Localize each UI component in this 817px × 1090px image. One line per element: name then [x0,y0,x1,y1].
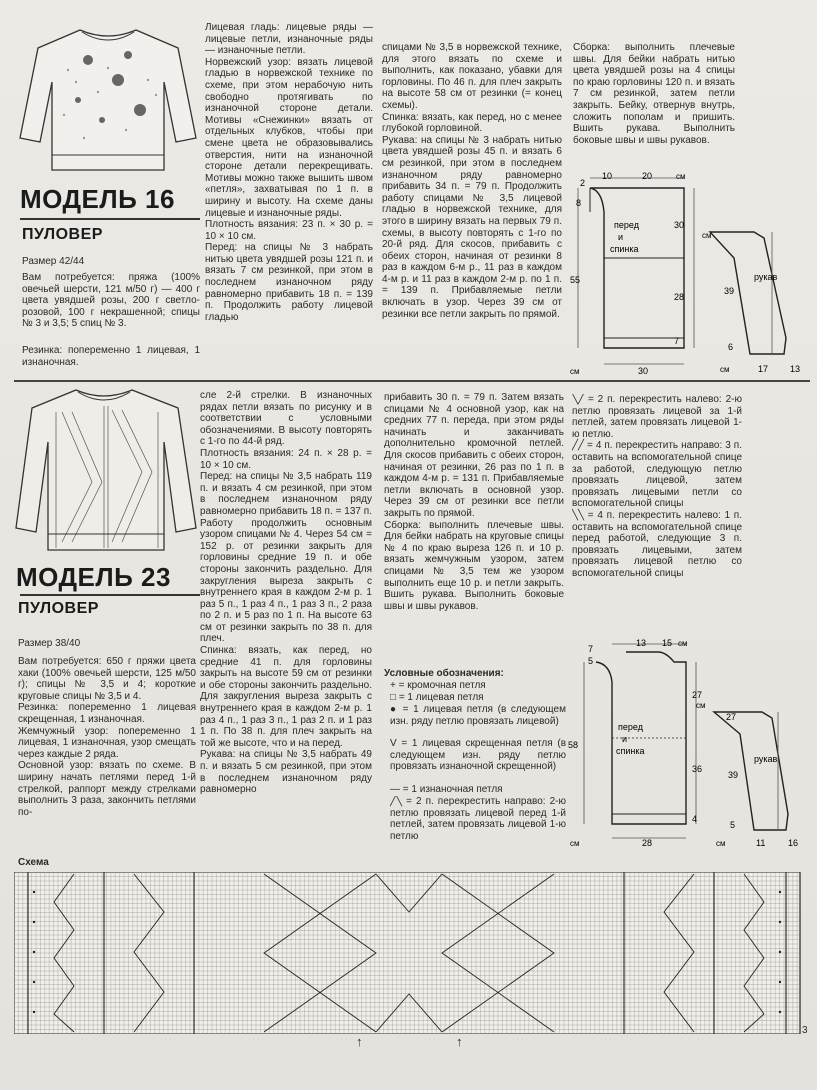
diagram23-front-label-2: и [622,734,628,744]
diagram23-right-dim-2: 36 [692,764,703,774]
diagram16-front-label-3: спинка [610,244,639,254]
diagram23-cm-sleeve: см [696,701,706,710]
diagram23-right-dim-1: 27 [692,690,703,700]
diagram16-sleeve-dim-3: 17 [758,364,769,374]
diagram23-left-dim-1: 58 [568,740,579,750]
model-23-column-2: прибавить 30 п. = 79 п. Затем вязать спицами № 4 основной узор, как на средних 77 п. переда, при этом ряды начинать и заканчивать дополнительно кромочной петлей. Для скосов прибавить с обеих сторон, начиная от резинки, 26 раз по 1 п. в каждом 4-м р. = 131 п. Прибавляемые петли включать в основной узор. Через 39 см от резинки все петли закрыть по прямой. Сборка: выполнить плечевые швы. Для бейки набрать на круговые спицы № 4 по краю выреза 126 п. и 10 р. вязать жемчужным узором, затем спицами № 3,5 тем же узором выполнить еще 10 р. и петли закрыть. Вшить рукава. Выполнить боковые швы и швы рукавов. [384,392,564,612]
diagram16-sleeve-dim-1: 39 [724,286,735,296]
pattern-diagram-16 [568,168,812,376]
diagram23-top-dim-2: 5 [588,656,594,666]
title-underline [20,218,200,220]
model-16-column-3: Сборка: выполнить плечевые швы. Для бейки набрать нитью цвета увядшей розы на 4 спицы по краю горловины 120 п. и вязать 7 см резинкой, затем петли закрыть. Бейку, отвернув внутрь, сложить пополам и пришить. Вшить рукава. Выполнить боковые швы и швы рукавов. [573,42,735,146]
diagram16-right-dim-1: 30 [674,220,685,230]
model-23-column-3: ╲╱ = 2 п. перекрестить налево: 2-ю петлю провязать лицевой за 1-й петлей, затем провязать лицевой 1-ю петлю. ╱╱ = 4 п. перекрестить направо: 3 п. оставить на вспомогательной спице за работой, следующую петлю провязать лицевой, затем провязать лицевыми петли со вспомогательной спицы ╲╲ = 4 п. перекрестить налево: 1 п. оставить на вспомогательной спице перед работой, следующие 3 п. провязать лицевыми, затем провязать лицевой петлю со вспомогательной спицы [572,394,742,579]
model-16-column-1: Лицевая гладь: лицевые ряды — лицевые петли, изнаночные ряды — изнаночные петли. Норвежский узор: вязать лицевой гладью в норвежской технике по схеме, при этом нерабочую нить свободно протягивать по изнаночной стороне детали. Мотивы «Снежинки» вязать от отдельных клубков, чтобы при смене цвета не образовывались отверстия, нити на изнаночной стороне детали перекрещивать. Мотивы можно также вышить швом «петля», захватывая по 1 п. в ширину и высоту. На схеме даны лицевые и изнаночные ряды. Плотность вязания: 23 п. × 30 р. = 10 × 10 см. Перед: на спицы № 3 набрать нитью цвета увядшей розы 121 п. и вязать 7 см резинкой, при этом в последнем изнаночном ряду равномерно прибавить 18 п. = 139 п. Продолжить работу лицевой гладью [205,22,373,323]
diagram23-top-dim-1: 7 [588,644,594,654]
diagram16-front-label-1: перед [614,220,639,230]
model-16-title: МОДЕЛЬ 16 [20,184,175,214]
diagram23-cm-top: см [678,639,688,648]
diagram16-top-dim-3: 20 [642,171,653,181]
diagram16-top-dim-1: 2 [580,178,586,188]
sweater-16-illustration [18,20,198,180]
legend-item-4: V = 1 лицевая скрещенная петля (в следующем изн. ряду петлю провязать изнаночной скрещенной) [390,738,566,773]
legend-item-3: ● = 1 лицевая петля (в следующем изн. ряду петлю провязать лицевой) [390,704,566,727]
model-23-column-0: Вам потребуется: 650 г пряжи цвета хаки (100% овечьей шерсти, 125 м/50 г); спицы № 3,5 и 4; короткие круговые спицы № 3,5 и 4. Резинка: попеременно 1 лицевая скрещенная, 1 изнаночная. Жемчужный узор: попеременно 1 лицевая, 1 изнаночная, узор смещать через каждые 2 ряда. Основной узор: вязать по схеме. В ширину начать петлями перед 1-й стрелкой, раппорт между стрелками выполнить 3 раза, закончить петлями по- [18,656,196,818]
model-23-title: МОДЕЛЬ 23 [16,562,171,592]
diagram16-cm-top: см [676,172,686,181]
diagram23-sleeve-dim-3: 5 [730,820,736,830]
diagram16-cm-left: см [570,367,580,376]
diagram23-top-dim-4: 15 [662,638,673,648]
legend-item-1: + = кромочная петля [390,680,486,691]
model-16-type: ПУЛОВЕР [22,226,103,243]
diagram23-sleeve-label: рукав [754,754,778,764]
diagram23-bottom-dim: 28 [642,838,653,848]
diagram23-right-dim-3: 4 [692,814,698,824]
scheme-row-mark: 3 [802,1025,808,1036]
legend-item-5: — = 1 изнаночная петля [390,784,503,795]
scheme-title: Схема [18,857,49,868]
diagram23-cm-left: см [570,839,580,848]
diagram16-left-dim-1: 8 [576,198,582,208]
model-16-materials: Вам потребуется: пряжа (100% овечьей шерсти, 121 м/50 г) — 400 г цвета увядшей розы, 200 г светло-розовой, 100 г некрашенной; спицы № 3 и 3,5; 5 спиц № 3. [22,272,200,330]
diagram16-sleeve-label: рукав [754,272,778,282]
diagram23-sleeve-dim-4: 11 [756,838,766,848]
diagram16-sleeve-dim-4: 13 [790,364,801,374]
pattern-diagram-23 [566,638,812,850]
legend-item-6: ╱╲ = 2 п. перекрестить направо: 2-ю петлю провязать лицевой перед 1-й петлей, затем провязать лицевой 1-ю петлю [390,796,566,842]
legend-item-2: □ = 1 лицевая петля [390,692,484,703]
diagram16-left-dim-2: 55 [570,275,581,285]
diagram23-sleeve-dim-1: 27 [726,712,737,722]
diagram16-right-dim-3: 7 [674,336,680,346]
diagram23-top-dim-3: 13 [636,638,647,648]
model-23-type: ПУЛОВЕР [18,600,99,617]
diagram23-front-label-1: перед [618,722,643,732]
diagram16-cm-sleeve-bottom: см [720,365,730,374]
scheme-arrow-2: ↑ [456,1036,463,1048]
diagram23-sleeve-dim-5: 16 [788,838,799,848]
diagram23-cm-sleeve-bottom: см [716,839,726,848]
diagram16-cm-sleeve: см [702,231,712,240]
knitting-scheme-grid [14,872,806,1034]
diagram16-right-dim-2: 28 [674,292,685,302]
title-underline [20,594,200,596]
model-23-column-1: сле 2-й стрелки. В изнаночных рядах петли вязать по рисунку и в соответствии с условными обозначениями. В высоту повторять с 1-го по 44-й ряд. Плотность вязания: 24 п. × 28 р. = 10 × 10 см. Перед: на спицы № 3,5 набрать 119 п. и вязать 4 см резинкой, при этом в последнем изнаночном ряду равномерно прибавить 18 п. = 137 п. Работу продолжить основным узором спицами № 4. Через 54 см = 152 р. от резинки закрыть для горловины средние 19 п. и обе стороны закончить раздельно. Для закругления выреза закрыть с внутреннего края в каждом 2-м р. 1 раз 5 п., 1 раз 4 п., 1 раз 3 п., 2 раза по 2 п. и 5 раз по 1 п. На высоте 63 см от резинки закрыть по 38 п. для плеч. Спинка: вязать, как перед, но средние 41 п. для горловины закрыть на высоте 59 см от резинки и обе стороны закончить раздельно. Для закругления выреза закрыть с внутреннего края в каждом 2-м р. 1 раз 4 п., 1 раз 3 п., 1 раз 2 п. и 1 раз 1 п. По 38 п. для плеч закрыть на той же высоте, что и на перед. Рукава: на спицы № 3,5 набрать 49 п. и вязать 5 см резинкой, при этом в последнем изнаночном ряду равномерно [200,390,372,796]
diagram23-sleeve-dim-2: 39 [728,770,739,780]
sweater-23-illustration [12,382,198,560]
diagram16-front-label-2: и [618,232,624,242]
model-16-column-2: спицами № 3,5 в норвежской технике, для этого вязать по схеме и выполнить, как показано, убавки для горловины. По 46 п. для плеч закрыть на высоте 58 см от резинки (= конец схемы). Спинка: вязать, как перед, но с менее глубокой горловиной. Рукава: на спицы № 3 набрать нитью цвета увядшей розы 45 п. и вязать 6 см резинкой, при этом в последнем изнаночном ряду равномерно прибавить 34 п. = 79 п. Продолжить работу спицами № 3,5 лицевой гладью в норвежской технике, для этого в ширину вязать на первых 79 п. схемы, в высоту повторять с 1-го по 20-й ряд. Для скосов, прибавить с обеих сторон, начиная от резинки 8 раз в каждом 6-м р., 11 раз в каждом 4-м р. и 11 раз в каждом 2-м р. по 1 п. = 139 п. Прибавляемые петли включать в узор. Через 39 см от резинки все петли закрыть по прямой. [382,42,562,320]
model-16-size: Размер 42/44 [22,256,85,267]
model-16-rib: Резинка: попеременно 1 лицевая, 1 изнаночная. [22,345,200,368]
diagram16-bottom-dim: 30 [638,366,649,376]
legend-title: Условные обозначения: [384,668,504,679]
diagram23-front-label-3: спинка [616,746,645,756]
diagram16-sleeve-dim-2: 6 [728,342,734,352]
model-23-size: Размер 38/40 [18,638,81,649]
diagram16-top-dim-2: 10 [602,171,613,181]
scheme-arrow-1: ↑ [356,1036,363,1048]
